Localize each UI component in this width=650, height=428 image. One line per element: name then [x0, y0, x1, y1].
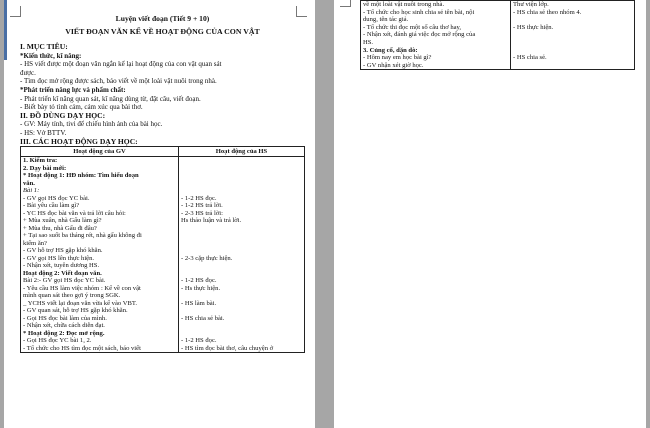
- cell-line: - GV hỗ trợ HS gặp khó khăn.: [23, 247, 103, 255]
- margin-corner-mark: [296, 6, 307, 17]
- cell-line: + Mùa xuân, nhà Gấu làm gì?: [23, 217, 102, 225]
- cell-line: - HS chia sẻ.: [513, 54, 547, 62]
- lesson-sections: [20, 43, 305, 146]
- section-line: - Biết bày tỏ tình cảm, cảm xúc qua bài thơ.: [20, 103, 143, 112]
- gv-activity-cell: [361, 1, 511, 70]
- cell-line: + Tại sao suốt ba tháng rét, nhà gấu không đi: [23, 232, 142, 240]
- cell-line: [513, 31, 632, 39]
- cell-line: kiếm ăn?: [23, 239, 47, 247]
- section-line: - HS viết được một đoạn văn ngắn kể lại hoạt động của con vật quan sát: [20, 60, 222, 69]
- cell-line: Hs thảo luận và trả lời.: [181, 217, 242, 225]
- cell-line: * Hoạt động 2: Đọc mở rộng.: [23, 329, 105, 337]
- cell-line: - 1-2 HS đọc.: [181, 194, 217, 202]
- gv-activity-cell: [21, 157, 179, 353]
- cell-line: + Mùa thu, nhà Gấu đi đâu?: [23, 224, 97, 232]
- cell-line: - 1-2 HS đọc.: [181, 337, 217, 345]
- activities-table: [20, 146, 305, 353]
- section-line: - HS: Vở BTTV.: [20, 128, 67, 137]
- cell-line: [181, 330, 302, 338]
- cell-line: [513, 39, 632, 47]
- cell-line: - HS chia sẻ bài.: [181, 314, 225, 322]
- cell-line: [181, 322, 302, 330]
- lesson-title: Luyện viết đoạn (Tiết 9 + 10): [115, 14, 210, 23]
- cell-line: - 2-3 HS trả lời:: [181, 209, 223, 217]
- cell-line: * Hoạt động 1: HĐ nhóm: Tìm hiểu đoạn: [23, 172, 139, 180]
- cell-line: [181, 270, 302, 278]
- cell-line: - Hs thực hiện.: [181, 284, 221, 292]
- cell-line: [181, 247, 302, 255]
- cell-line: [181, 180, 302, 188]
- cell-line: mình quan sát theo gợi ý trong SGK.: [23, 292, 121, 300]
- cell-line: - GV gọi HS đọc YC bài.: [23, 194, 90, 202]
- cell-line: [181, 262, 302, 270]
- cell-line: - 1-2 HS trả lời.: [181, 202, 223, 210]
- document-page-left: [4, 0, 315, 428]
- table-row: [21, 157, 305, 353]
- cell-line: - HS chia sẻ theo nhóm 4.: [513, 8, 582, 16]
- cell-line: - Tổ chức thi đọc một số câu thơ hay,: [363, 23, 462, 31]
- document-page-right: [334, 0, 646, 428]
- cell-line: Bài 2:- GV gọi HS đọc YC bài.: [23, 277, 106, 285]
- section-subheading: *Phát triển năng lực và phẩm chất:: [20, 85, 126, 94]
- cell-line: - 2-3 cặp thực hiện.: [181, 254, 233, 262]
- cell-line: - Tổ chức cho học sinh chia sẻ tên bài, nội: [363, 8, 475, 16]
- cell-line: - Yêu cầu HS làm việc nhóm : Kể về con vật: [23, 284, 141, 292]
- cell-line: - Hôm nay em học bài gì?: [363, 54, 432, 62]
- cell-line: về một loài vật nuôi trong nhà.: [363, 1, 445, 8]
- cell-line: - HS thực hiện.: [513, 23, 554, 31]
- section-heading: III. CÁC HOẠT ĐỘNG DẠY HỌC:: [20, 136, 138, 146]
- cell-line: [181, 157, 302, 165]
- section-line: - Tìm đọc mở rộng được sách, báo viết về một loài vật nuôi trong nhà.: [20, 77, 217, 86]
- section-subheading: *Kiến thức, kĩ năng:: [20, 51, 82, 60]
- cell-line: [181, 292, 302, 300]
- table-row: [361, 1, 635, 70]
- cell-line: [513, 47, 632, 55]
- cell-line: [181, 225, 302, 233]
- section-line: được.: [20, 68, 36, 77]
- table-header-hs: Hoạt động của HS: [179, 147, 305, 157]
- activities-table-continued: [360, 0, 635, 70]
- cell-line: - Tổ chức cho HS tìm đọc một sách, báo viết: [23, 344, 141, 352]
- cell-line: [513, 62, 632, 70]
- cell-line: Bài 1:: [23, 187, 40, 195]
- cell-line: 1. Kiểm tra:: [23, 157, 58, 165]
- hs-activity-cell: [511, 1, 635, 70]
- margin-corner-mark: [340, 0, 351, 7]
- cell-line: - 1-2 HS đọc.: [181, 277, 217, 285]
- cell-line: văn.: [23, 179, 35, 187]
- cell-line: - YC HS đọc bài văn và trả lời câu hỏi:: [23, 209, 126, 217]
- cell-line: - Nhận xét, tuyên dương HS.: [23, 262, 100, 270]
- cell-line: dung, tên tác giả.: [363, 16, 409, 24]
- cell-line: - Nhận xét, đánh giá việc đọc mở rộng của: [363, 31, 476, 39]
- cell-line: [513, 16, 632, 24]
- cell-line: - GV nhận xét giờ học.: [363, 61, 424, 69]
- cell-line: [181, 307, 302, 315]
- cell-line: 2. Dạy bài mới:: [23, 164, 67, 172]
- cell-line: Hoạt động 2: Viết đoạn văn.: [23, 269, 102, 277]
- cell-line: [181, 232, 302, 240]
- cell-line: - HS làm bài.: [181, 299, 217, 307]
- cell-line: - Gọi HS đọc bài làm của mình.: [23, 314, 107, 322]
- cell-line: _ YCHS viết lại đoạn văn vừa kể vào VBT.: [23, 299, 138, 307]
- page-margin-marker: [4, 0, 7, 60]
- cell-line: HS.: [363, 38, 374, 46]
- section-line: - Phát triển kĩ năng quan sát, kĩ năng dùng từ, đặt câu, viết đoạn.: [20, 94, 201, 103]
- cell-line: [181, 240, 302, 248]
- cell-line: [181, 187, 302, 195]
- lesson-subtitle: VIẾT ĐOẠN VĂN KỂ VỀ HOẠT ĐỘNG CỦA CON VẬT: [65, 27, 260, 36]
- cell-line: [181, 165, 302, 173]
- hs-activity-cell: [179, 157, 305, 353]
- section-heading: I. MỤC TIÊU:: [20, 42, 68, 51]
- table-header-gv: Hoạt động của GV: [21, 147, 179, 157]
- cell-line: 3. Củng cố, dặn dò:: [363, 46, 418, 54]
- cell-line: - Nhận xét, chữa cách diễn đạt.: [23, 322, 105, 330]
- cell-line: - GV gọi HS lên thực hiện.: [23, 254, 95, 262]
- cell-line: - Gọi HS đọc YC bài 1, 2.: [23, 337, 92, 345]
- section-heading: II. ĐỒ DÙNG DẠY HỌC:: [20, 110, 106, 120]
- cell-line: - GV quan sát, hỗ trợ HS gặp khó khăn.: [23, 307, 128, 315]
- cell-line: Thư viện lớp.: [513, 1, 549, 8]
- cell-line: - Bài yêu cầu làm gì?: [23, 202, 80, 210]
- margin-corner-mark: [10, 6, 21, 17]
- cell-line: - HS tìm đọc bài thơ, câu chuyện ở: [181, 344, 274, 352]
- section-line: - GV: Máy tính, tivi để chiếu hình ảnh của bài học.: [20, 120, 163, 129]
- cell-line: [181, 172, 302, 180]
